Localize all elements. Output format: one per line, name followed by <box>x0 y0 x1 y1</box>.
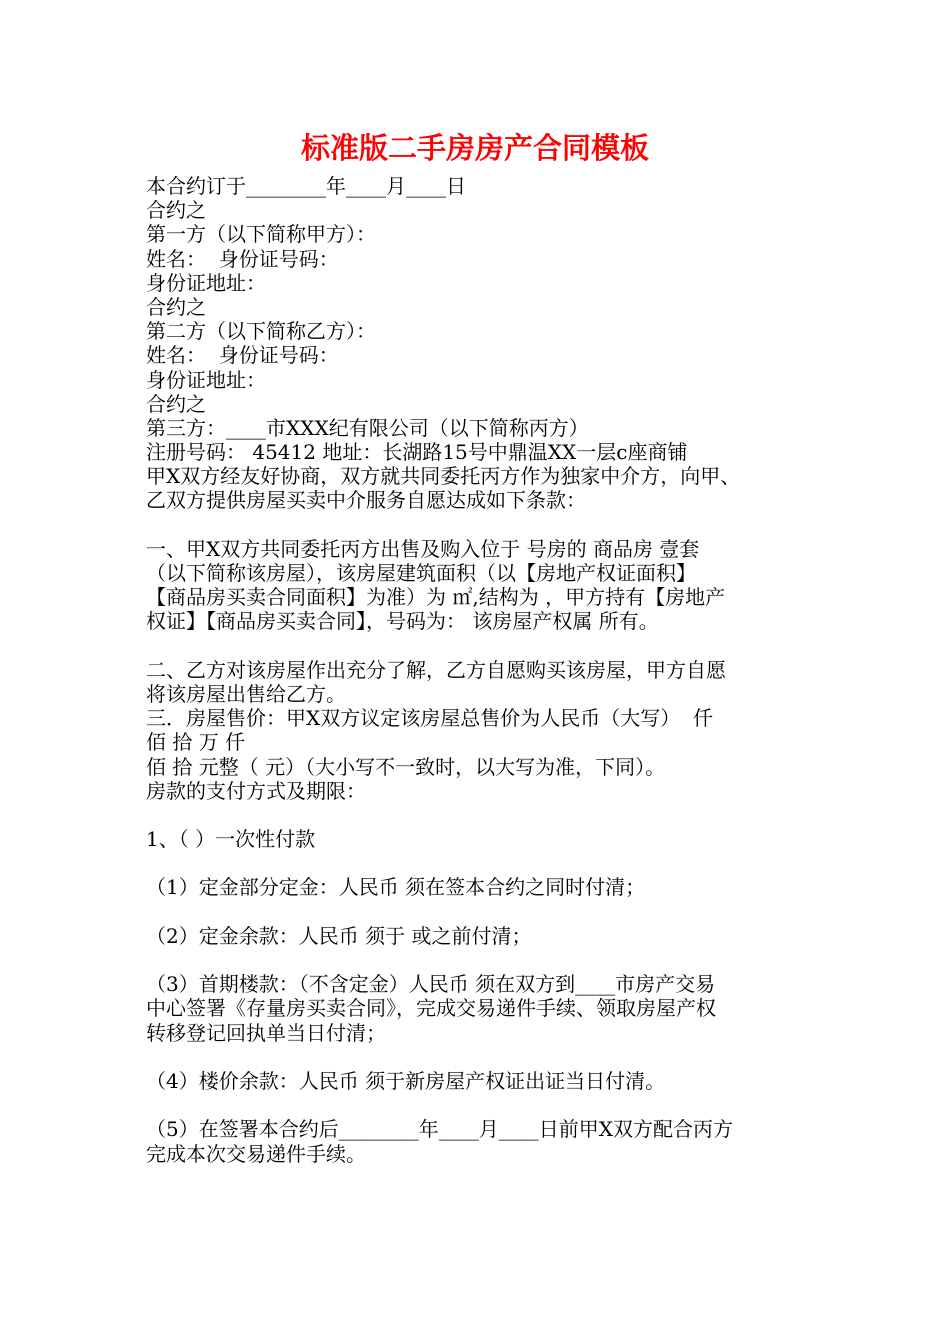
text-line: 二、乙方对该房屋作出充分了解，乙方自愿购买该房屋，甲方自愿 <box>146 657 726 682</box>
text-line: 【商品房买卖合同面积】为准）为 ㎡,结构为 ，甲方持有【房地产 <box>146 585 726 610</box>
text-line: （以下简称该房屋），该房屋建筑面积（以【房地产权证面积】 <box>146 561 696 585</box>
text-line: 乙双方提供房屋买卖中介服务自愿达成如下条款： <box>146 488 586 513</box>
text-line: 姓名： 身份证号码： <box>146 343 339 368</box>
text-line: 身份证地址： <box>146 367 266 392</box>
text-line: 合约之 <box>146 391 206 416</box>
text-line: （3）首期楼款：（不含定金）人民币 须在双方到____市房产交易 <box>146 972 716 997</box>
blank-line <box>146 634 826 658</box>
text-line: 身份证地址： <box>146 270 266 295</box>
text-line: 1、（ ）一次性付款 <box>146 827 316 852</box>
text-line: 第二方（以下简称乙方）： <box>146 319 376 344</box>
text-line: 合约之 <box>146 198 206 223</box>
text-line: （1）定金部分定金：人民币 须在签本合约之同时付清； <box>146 875 646 900</box>
text-line: 注册号码： 45412 地址：长湖路15号中鼎温XX一层c座商铺 <box>146 440 688 465</box>
text-line: 完成本次交易递件手续。 <box>146 1141 366 1166</box>
document-title: 标准版二手房房产合同模板 <box>300 131 649 165</box>
blank-line <box>146 900 826 924</box>
text-line: 转移登记回执单当日付清； <box>146 1020 386 1045</box>
text-line: 佰 拾 万 仟 <box>146 730 246 755</box>
document-body <box>146 174 826 1166</box>
text-line: 第一方（以下简称甲方）： <box>146 222 376 247</box>
text-line: 将该房屋出售给乙方。 <box>146 681 346 706</box>
text-line: 本合约订于________年____月____日 <box>146 174 466 198</box>
text-line: 一、甲X双方共同委托丙方出售及购入位于 号房的 商品房 壹套 <box>146 536 700 561</box>
text-line: 中心签署《存量房买卖合同》，完成交易递件手续、领取房屋产权 <box>146 996 716 1021</box>
blank-line <box>146 948 826 972</box>
text-line: 姓名： 身份证号码： <box>146 246 339 271</box>
text-line: 第三方：____市XXX纪有限公司（以下简称丙方） <box>146 415 589 440</box>
text-line: （5）在签署本合约后________年____月____日前甲X双方配合丙方 <box>146 1117 733 1142</box>
text-line: （2）定金余款：人民币 须于 或之前付清； <box>146 923 532 948</box>
blank-line <box>146 1093 826 1117</box>
text-line: 权证】【商品房买卖合同】，号码为： 该房屋产权属 所有。 <box>146 609 659 634</box>
text-line: 房款的支付方式及期限： <box>146 778 366 803</box>
text-line: 佰 拾 元整（ 元）（大小写不一致时，以大写为准，下同）。 <box>146 754 666 779</box>
blank-line <box>146 1045 826 1069</box>
blank-line <box>146 513 826 537</box>
blank-line <box>146 803 826 827</box>
blank-line <box>146 851 826 875</box>
text-line: 合约之 <box>146 294 206 319</box>
text-line: （4）楼价余款：人民币 须于新房屋产权证出证当日付清。 <box>146 1068 666 1093</box>
text-line: 甲X双方经友好协商，双方就共同委托丙方作为独家中介方，向甲、 <box>146 464 741 489</box>
text-line: 三．房屋售价：甲X双方议定该房屋总售价为人民币（大写） 仟 <box>146 706 713 731</box>
